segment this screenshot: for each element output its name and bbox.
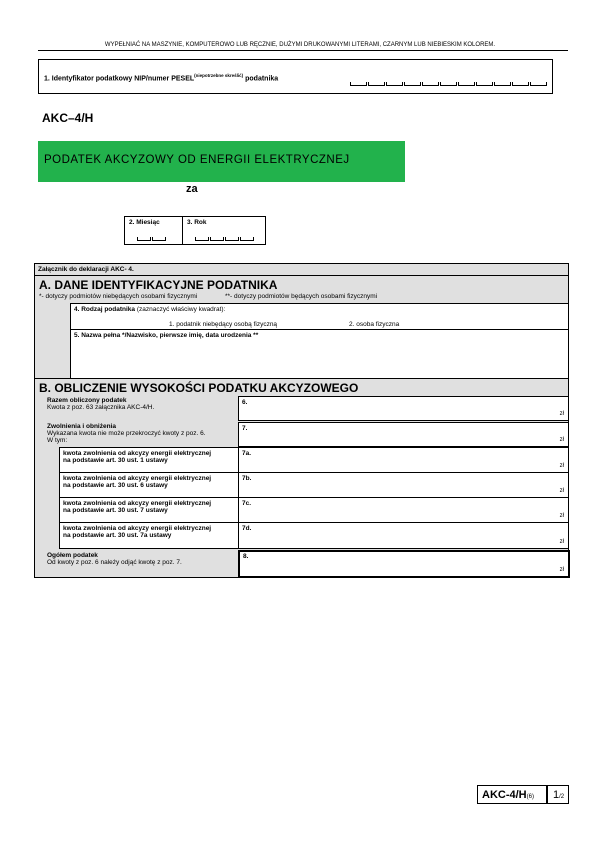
- month-input[interactable]: [137, 237, 166, 241]
- section-b: [34, 378, 569, 578]
- identifier-box: [38, 59, 553, 94]
- sub-7a-label: kwota zwolnienia od akcyzy energii elektrycznej na podstawie art. 30 ust. 1 ustawy: [59, 447, 239, 473]
- identifier-label: 1. Identyfikator podatkowy NIP/numer $PESEL^{(niepotrzebne skreślić)}$ podatnika: [44, 73, 279, 83]
- field8-input[interactable]: 8. zł: [238, 550, 570, 578]
- section-a-title: A. DANE IDENTYFIKACYJNE PODATNIKA: [39, 278, 278, 292]
- section-b-title: B. OBLICZENIE WYSOKOŚCI PODATKU AKCYZOWEGO: [39, 381, 359, 395]
- field5-box[interactable]: [70, 329, 569, 379]
- field7-input[interactable]: 7. zł: [238, 422, 569, 447]
- field7a-input[interactable]: 7a. zł: [238, 447, 569, 473]
- field5-label: 5. Nazwa pełna */Nazwisko, pierwsze imię, data urodzenia **: [74, 332, 259, 339]
- month-label: 2. Miesiąc: [129, 219, 160, 226]
- footer-pages: /2: [559, 794, 565, 800]
- banner-title: PODATEK AKCYZOWY OD ENERGII ELEKTRYCZNEJ: [44, 154, 350, 166]
- year-label: 3. Rok: [187, 219, 207, 226]
- sub-7b-label: kwota zwolnienia od akcyzy energii elektrycznej na podstawie art. 30 ust. 6 ustawy: [59, 472, 239, 498]
- top-rule: [38, 50, 568, 51]
- field7d-input[interactable]: 7d. zł: [238, 522, 569, 549]
- identifier-input[interactable]: [350, 82, 547, 86]
- title-banner: [38, 141, 405, 182]
- field4-label: 4. Rodzaj podatnika: [74, 306, 136, 313]
- section-a-note1: *- dotyczy podmiotów niebędących osobami fizycznymi: [39, 293, 198, 300]
- footer-version: (6): [526, 794, 534, 800]
- option-natural-person[interactable]: 2. osoba fizyczna: [349, 321, 400, 328]
- footer-code: AKC-4/H: [482, 789, 527, 801]
- attachment-label: Załącznik do deklaracji AKC- 4.: [38, 266, 134, 273]
- za-label: za: [186, 183, 198, 195]
- option-nonnatural[interactable]: 1. podatnik niebędący osobą fizyczną: [169, 321, 278, 328]
- field6-input[interactable]: 6. zł: [238, 396, 569, 421]
- footer-page: 1: [553, 789, 560, 801]
- section-a: [34, 275, 569, 379]
- top-instruction: WYPEŁNIAĆ NA MASZYNIE, KOMPUTEROWO LUB RĘCZNIE, DUŻYMI DRUKOWANYMI LITERAMI, CZARNYM LUB NIEBIESKIM KOLOREM.: [104, 42, 496, 48]
- row8-text: Ogółem podatek Od kwoty z poz. 6 należy odjąć kwotę z poz. 7.: [47, 552, 182, 566]
- sub-7c-label: kwota zwolnienia od akcyzy energii elektrycznej na podstawie art. 30 ust. 7 ustawy: [59, 497, 239, 523]
- form-code: AKC–4/H: [42, 111, 94, 125]
- footer-page-box: [547, 785, 569, 804]
- period-box: [124, 216, 266, 245]
- field7c-input[interactable]: 7c. zł: [238, 497, 569, 523]
- row7-text: Zwolnienia i obniżenia Wykazana kwota nie może przekroczyć kwoty z poz. 6. W tym:: [47, 423, 206, 444]
- year-input[interactable]: [195, 237, 254, 241]
- section-a-note2: **- dotyczy podmiotów będących osobami fizycznymi: [225, 293, 378, 300]
- field4-box: [70, 303, 569, 330]
- field4-hint: (zaznaczyć właściwy kwadrat):: [136, 306, 226, 313]
- sub-7d-label: kwota zwolnienia od akcyzy energii elektrycznej na podstawie art. 30 ust. 7a ustawy: [59, 522, 239, 549]
- field7b-input[interactable]: 7b. zł: [238, 472, 569, 498]
- row6-text: Razem obliczony podatek Kwota z poz. 63 załącznika AKC-4/H.: [47, 397, 155, 411]
- footer-code-box: [477, 785, 547, 804]
